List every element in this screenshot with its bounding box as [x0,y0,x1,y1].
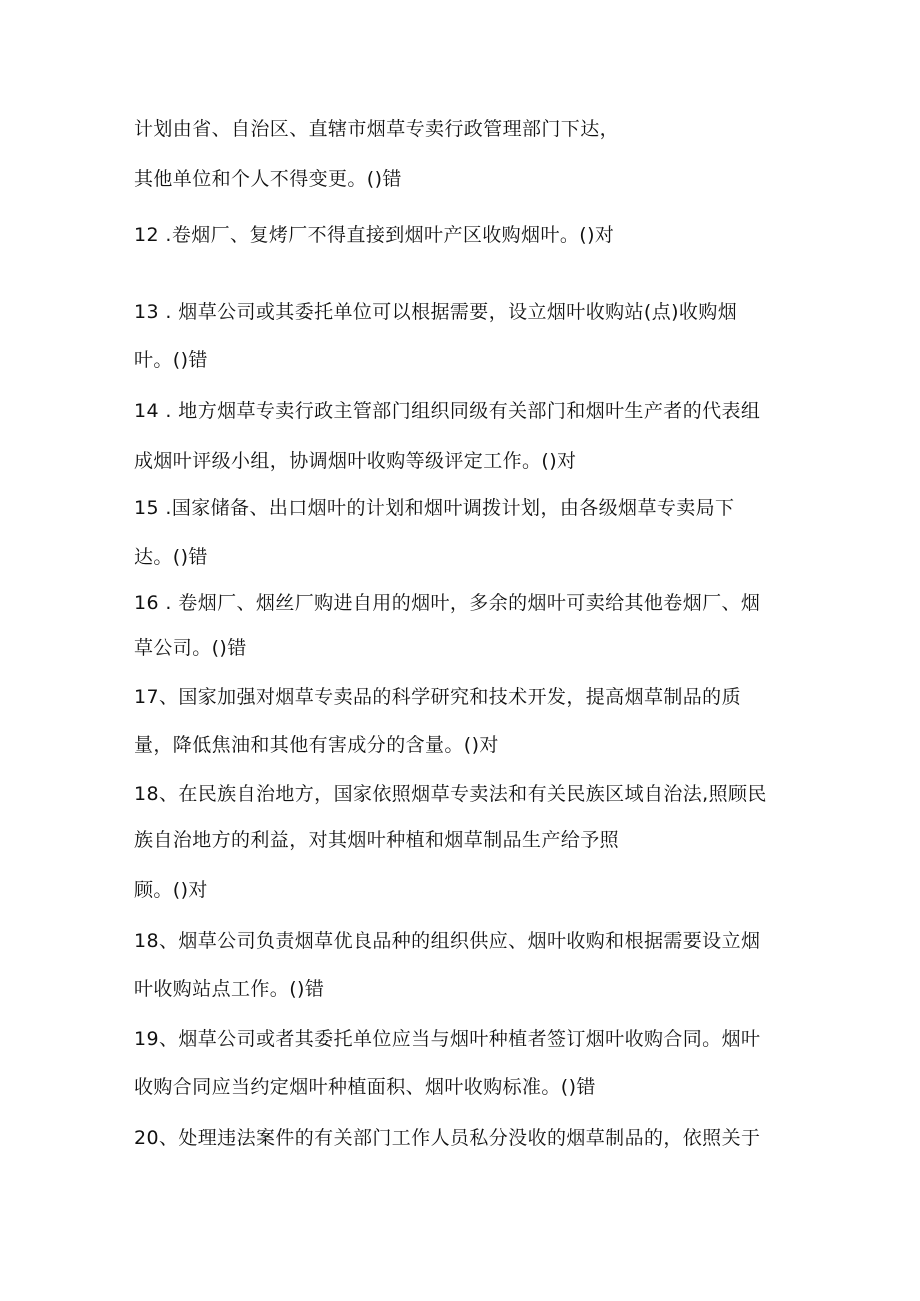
text-line: 收购合同应当约定烟叶种植面积、烟叶收购标准。()错 [134,1076,596,1098]
text-line: 量，降低焦油和其他有害成分的含量。()对 [134,734,499,756]
text-line: 13 . 烟草公司或其委托单位可以根据需要，设立烟叶收购站(点)收购烟 [134,301,738,323]
text-line: 计划由省、自治区、直辖市烟草专卖行政管理部门下达， [134,118,620,140]
text-line: 18、在民族自治地方，国家依照烟草专卖法和有关民族区域自治法,照顾民 [134,783,767,805]
text-line: 17、国家加强对烟草专卖品的科学研究和技术开发，提高烟草制品的质 [134,686,741,708]
text-line: 草公司。()错 [134,637,247,659]
text-line: 叶。()错 [134,349,208,371]
text-line: 其他单位和个人不得变更。()错 [134,168,402,190]
text-line: 族自治地方的利益，对其烟叶种植和烟草制品生产给予照 [134,829,620,851]
text-line: 16 . 卷烟厂、烟丝厂购进自用的烟叶，多余的烟叶可卖给其他卷烟厂、烟 [134,592,761,614]
text-line: 成烟叶评级小组，协调烟叶收购等级评定工作。()对 [134,450,577,472]
text-line: 20、处理违法案件的有关部门工作人员私分没收的烟草制品的，依照关于 [134,1127,761,1149]
text-line: 19、烟草公司或者其委托单位应当与烟叶种植者签订烟叶收购合同。烟叶 [134,1028,761,1050]
text-line: 顾。()对 [134,879,208,901]
text-line: 18、烟草公司负责烟草优良品种的组织供应、烟叶收购和根据需要设立烟 [134,930,761,952]
text-line: 12 .卷烟厂、复烤厂不得直接到烟叶产区收购烟叶。()对 [134,224,615,246]
text-line: 15 .国家储备、出口烟叶的计划和烟叶调拨计划，由各级烟草专卖局下 [134,497,735,519]
text-line: 14 . 地方烟草专卖行政主管部门组织同级有关部门和烟叶生产者的代表组 [134,400,761,422]
text-line: 叶收购站点工作。()错 [134,978,325,1000]
text-line: 达。()错 [134,546,208,568]
